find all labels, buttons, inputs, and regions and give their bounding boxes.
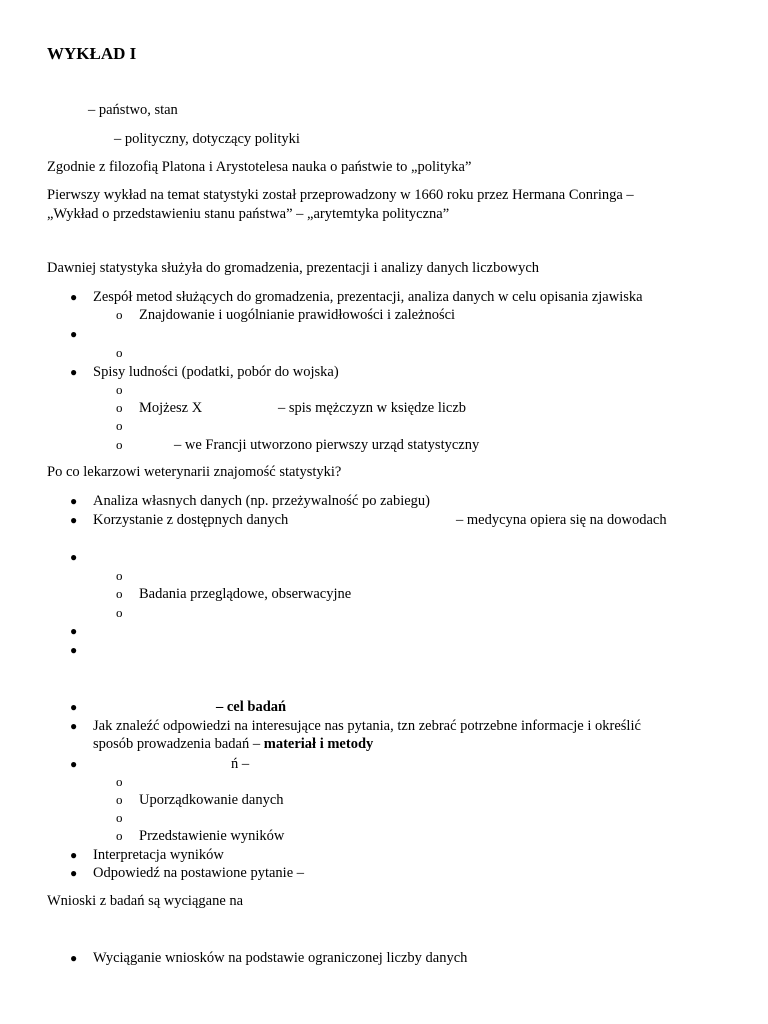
- bullet-icon: ●: [70, 494, 78, 508]
- bullet-icon: ●: [70, 700, 78, 714]
- bullet-icon: ●: [70, 365, 78, 379]
- research-how-line2: [93, 735, 373, 753]
- circle-bullet-icon: o: [116, 345, 123, 360]
- circle-bullet-icon: o: [116, 568, 123, 583]
- vet-question: Po co lekarzowi weterynarii znajomość statystyki?: [47, 464, 342, 480]
- circle-bullet-icon: o: [116, 605, 123, 620]
- vet-evidence-based: – medycyna opiera się na dowodach: [456, 512, 667, 528]
- circle-bullet-icon: o: [116, 810, 123, 825]
- history-moses-desc: – spis mężczyzn w księdze liczb: [278, 400, 467, 416]
- bullet-icon: ●: [70, 624, 78, 638]
- intro-line-state: – państwo, stan: [88, 102, 178, 118]
- intro-line-plato: Zgodnie z filozofią Platona i Arystotelesa nauka o państwie to „polityka”: [47, 159, 472, 175]
- research-ordering: Uporządkowanie danych: [139, 792, 284, 808]
- bullet-icon: ●: [70, 550, 78, 564]
- bullet-icon: ●: [70, 951, 78, 965]
- bullet-icon: ●: [70, 719, 78, 733]
- history-france: – we Francji utworzono pierwszy urząd statystyczny: [174, 437, 480, 453]
- bullet-icon: ●: [70, 290, 78, 304]
- history-methods-sub: Znajdowanie i uogólnianie prawidłowości i zależności: [139, 307, 456, 323]
- research-answer: Odpowiedź na postawione pytanie –: [93, 865, 305, 881]
- bullet-icon: ●: [70, 757, 78, 771]
- circle-bullet-icon: o: [116, 792, 123, 807]
- intro-line-lecture-title: „Wykład o przedstawieniu stanu państwa” – „arytemtyka polityczna”: [47, 206, 450, 222]
- intro-line-conring: Pierwszy wykład na temat statystyki został przeprowadzony w 1660 roku przez Hermana Conringa –: [47, 187, 634, 203]
- conclusions-lead: Wnioski z badań są wyciągane na: [47, 893, 244, 909]
- circle-bullet-icon: o: [116, 586, 123, 601]
- research-fragment: ń –: [231, 756, 250, 772]
- vet-available-data: Korzystanie z dostępnych danych: [93, 512, 289, 528]
- circle-bullet-icon: o: [116, 437, 123, 452]
- conclusions-limited-data: Wyciąganie wniosków na podstawie ograniczonej liczby danych: [93, 950, 468, 966]
- research-how-text: sposób prowadzenia badań –: [93, 736, 264, 752]
- history-methods: Zespół metod służących do gromadzenia, prezentacji, analiza danych w celu opisania zjawiska: [93, 289, 643, 305]
- bullet-icon: ●: [70, 327, 78, 341]
- research-goal: – cel badań: [216, 699, 287, 715]
- history-census: Spisy ludności (podatki, pobór do wojska): [93, 364, 339, 380]
- circle-bullet-icon: o: [116, 307, 123, 322]
- circle-bullet-icon: o: [116, 418, 123, 433]
- bullet-icon: ●: [70, 848, 78, 862]
- research-presentation: Przedstawienie wyników: [139, 828, 285, 844]
- vet-survey-studies: Badania przeglądowe, obserwacyjne: [139, 586, 352, 602]
- circle-bullet-icon: o: [116, 382, 123, 397]
- research-materials-methods: materiał i metody: [263, 736, 374, 752]
- research-how-line1: Jak znaleźć odpowiedzi na interesujące nas pytania, tzn zebrać potrzebne informacje i określić: [93, 718, 641, 734]
- circle-bullet-icon: o: [116, 774, 123, 789]
- research-interpretation: Interpretacja wyników: [93, 847, 224, 863]
- history-lead: Dawniej statystyka służyła do gromadzenia, prezentacji i analizy danych liczbowych: [47, 260, 540, 276]
- page-title: WYKŁAD I: [47, 44, 137, 63]
- bullet-icon: ●: [70, 866, 78, 880]
- history-moses: Mojżesz X: [139, 400, 203, 416]
- vet-own-data: Analiza własnych danych (np. przeżywalność po zabiegu): [93, 493, 430, 509]
- circle-bullet-icon: o: [116, 828, 123, 843]
- intro-line-political: – polityczny, dotyczący polityki: [114, 131, 300, 147]
- bullet-icon: ●: [70, 513, 78, 527]
- bullet-icon: ●: [70, 643, 78, 657]
- circle-bullet-icon: o: [116, 400, 123, 415]
